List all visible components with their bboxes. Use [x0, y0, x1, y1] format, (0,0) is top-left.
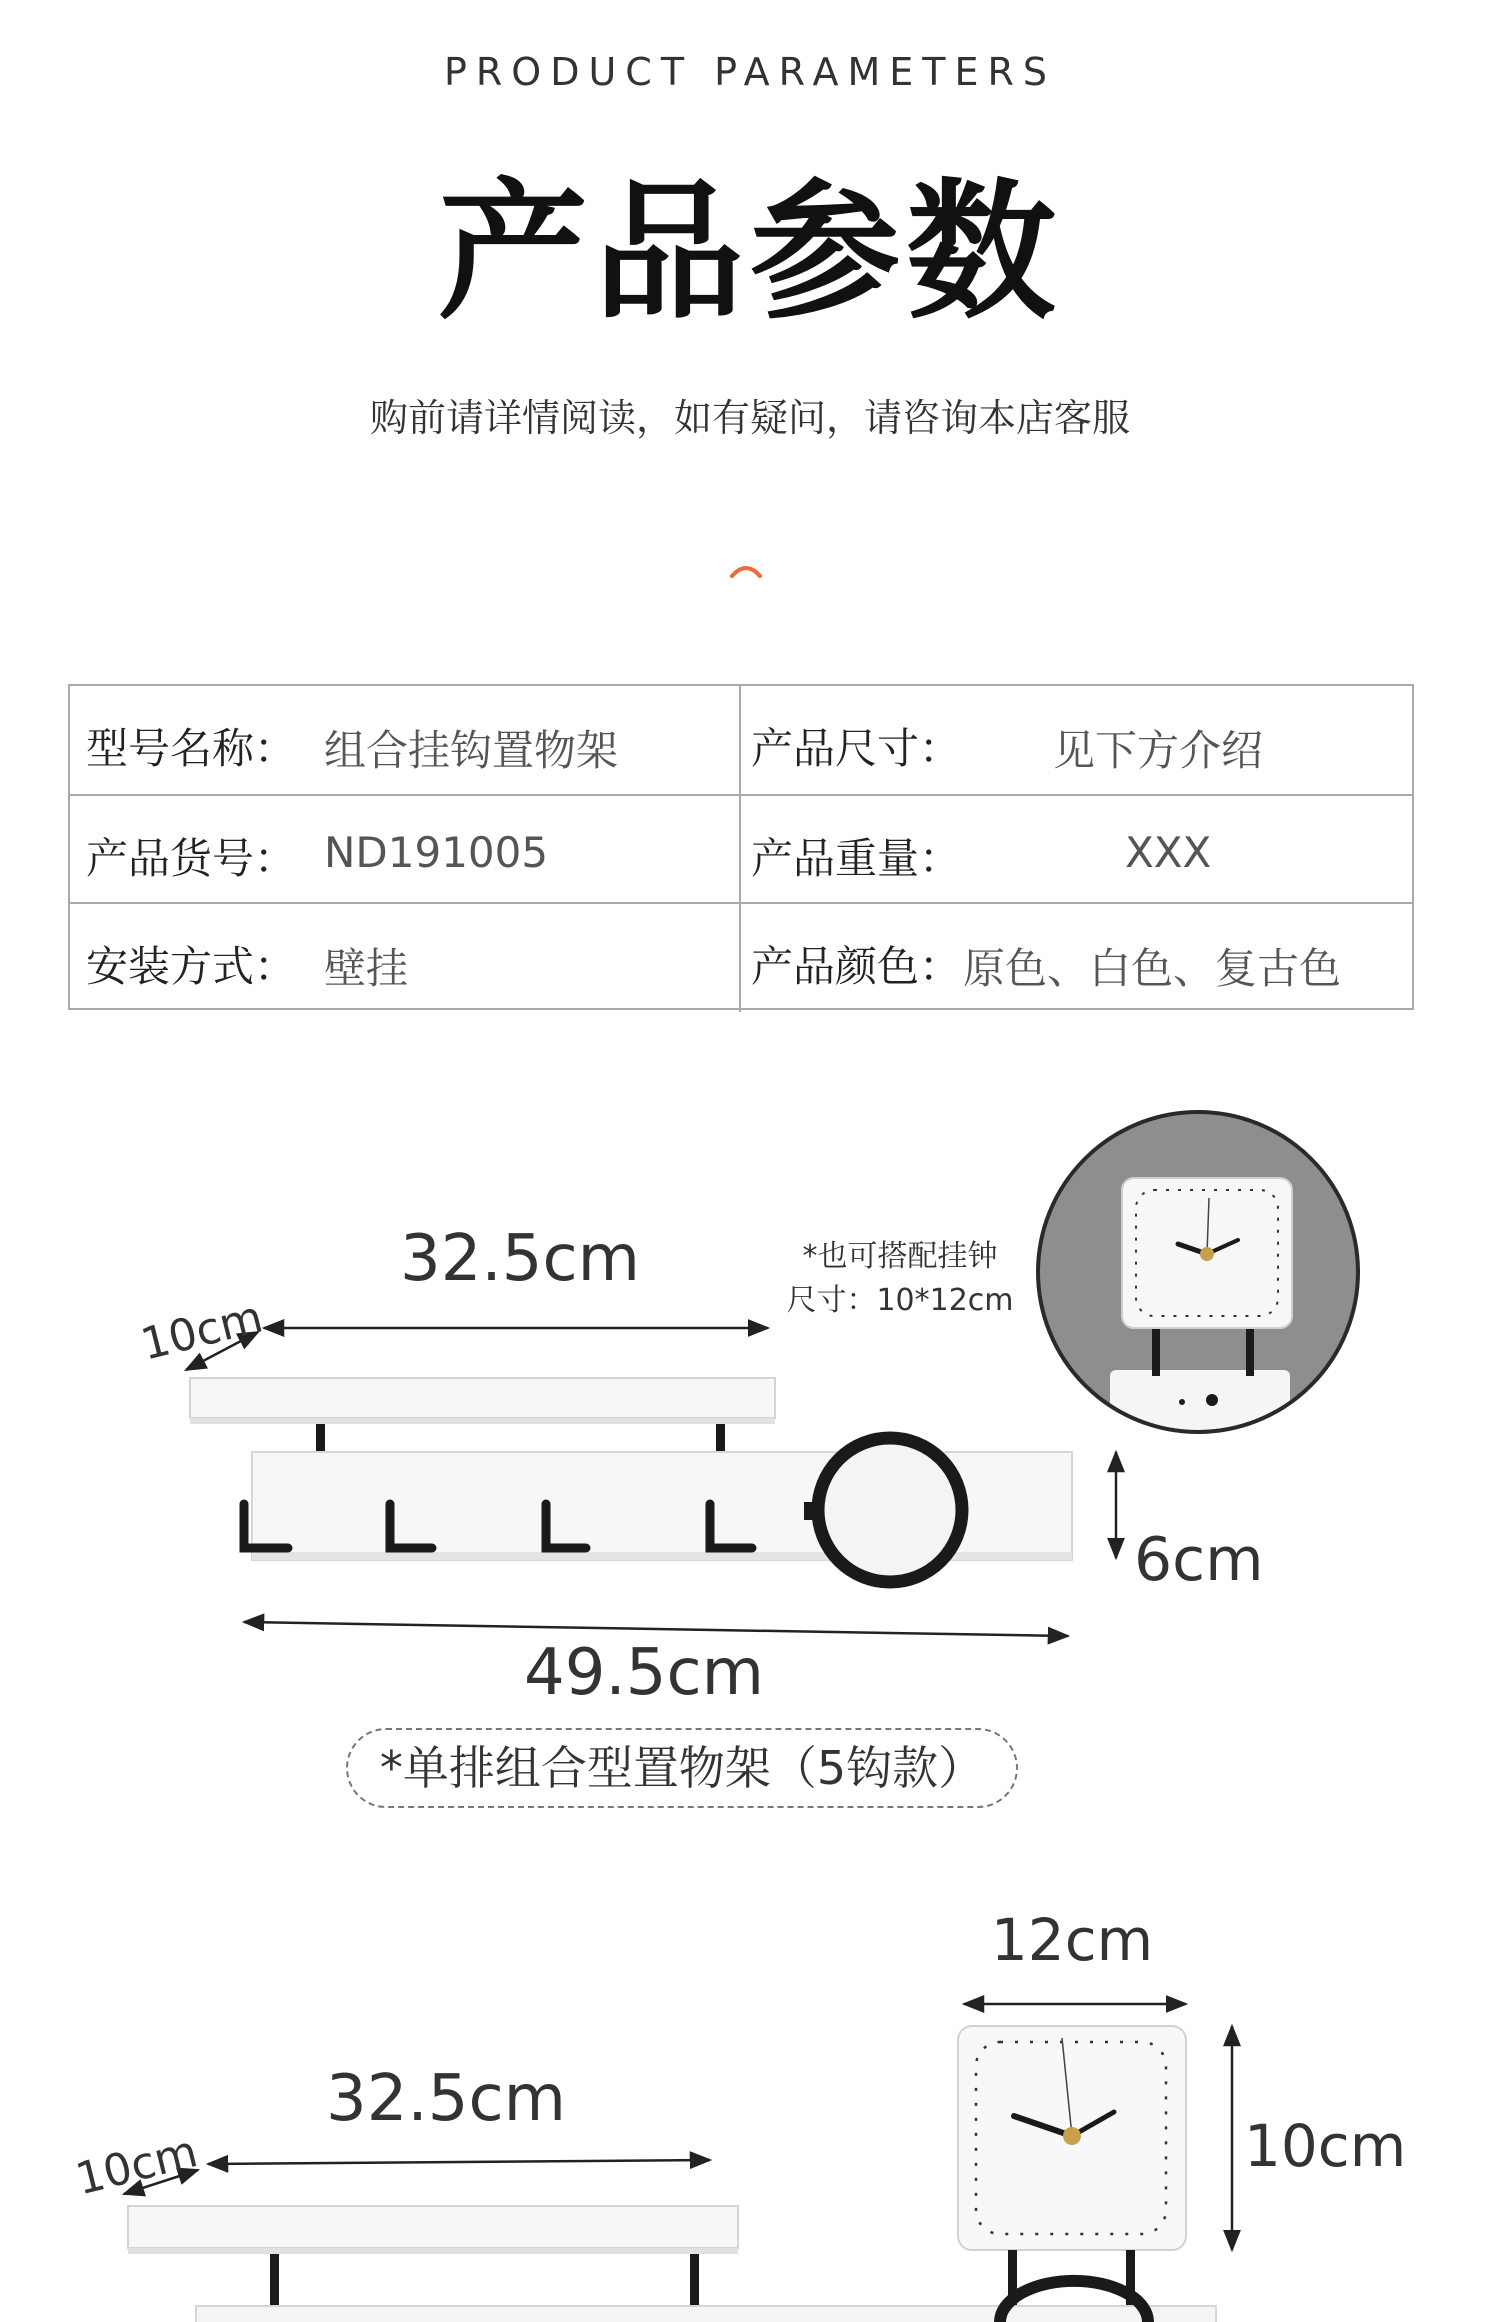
clock-note-line1: *也可搭配挂钟 — [802, 1239, 998, 1274]
page-subtitle: 购前请详情阅读，如有疑问，请咨询本店客服 — [369, 396, 1130, 440]
dimension-line — [244, 1622, 1068, 1636]
param-label-install: 安装方式： — [86, 942, 297, 991]
figure-rack-with-clock — [0, 1880, 1500, 2322]
dim-total-width: 49.5cm — [523, 1636, 765, 1710]
param-value-item-no: ND191005 — [324, 828, 549, 877]
param-label-size: 产品尺寸： — [751, 724, 962, 773]
param-label-model: 型号名称： — [86, 724, 297, 773]
table-cell — [741, 796, 1414, 904]
dim-clock-width: 12cm — [990, 1906, 1154, 1974]
dim-depth-2: 10cm — [70, 2126, 203, 2206]
table-cell — [70, 686, 741, 794]
table-cell — [741, 904, 1414, 1012]
page-title: 产品参数 — [437, 166, 1062, 340]
hook-board — [196, 2306, 1216, 2322]
param-label-weight: 产品重量： — [751, 834, 962, 883]
table-cell — [70, 796, 741, 904]
section-eyebrow: PRODUCT PARAMETERS — [443, 50, 1056, 94]
table-cell — [70, 904, 741, 1012]
param-value-weight: XXX — [1125, 828, 1212, 877]
table-row — [70, 794, 1412, 904]
dim-clock-height: 10cm — [1244, 2112, 1407, 2180]
param-value-size: 见下方介绍 — [1053, 726, 1264, 775]
param-value-install: 壁挂 — [324, 944, 409, 993]
accent-arc-icon — [728, 556, 764, 592]
param-value-model: 组合挂钩置物架 — [324, 726, 619, 775]
parameter-table — [68, 684, 1414, 1010]
dim-height: 6cm — [1134, 1525, 1264, 1595]
clock-note-line2: 尺寸：10*12cm — [786, 1283, 1014, 1318]
top-shelf — [190, 1378, 775, 1424]
param-label-color: 产品颜色： — [751, 942, 962, 991]
table-row — [70, 686, 1412, 794]
square-clock — [958, 2026, 1186, 2250]
dim-shelf-width: 32.5cm — [399, 1222, 641, 1296]
dim-shelf-width-2: 32.5cm — [325, 2062, 567, 2136]
param-value-color: 原色、白色、复古色 — [963, 944, 1342, 993]
clock-inset — [1030, 1110, 1370, 1460]
variant-caption: *单排组合型置物架（5钩款） — [346, 1728, 1018, 1808]
dim-depth: 10cm — [135, 1291, 268, 1371]
table-row — [70, 902, 1412, 1012]
top-shelf — [128, 2206, 738, 2254]
figure-rack-dimensions — [0, 1080, 1500, 1720]
dimension-line — [208, 2160, 710, 2164]
param-label-item-no: 产品货号： — [86, 834, 297, 883]
table-cell — [741, 686, 1414, 794]
